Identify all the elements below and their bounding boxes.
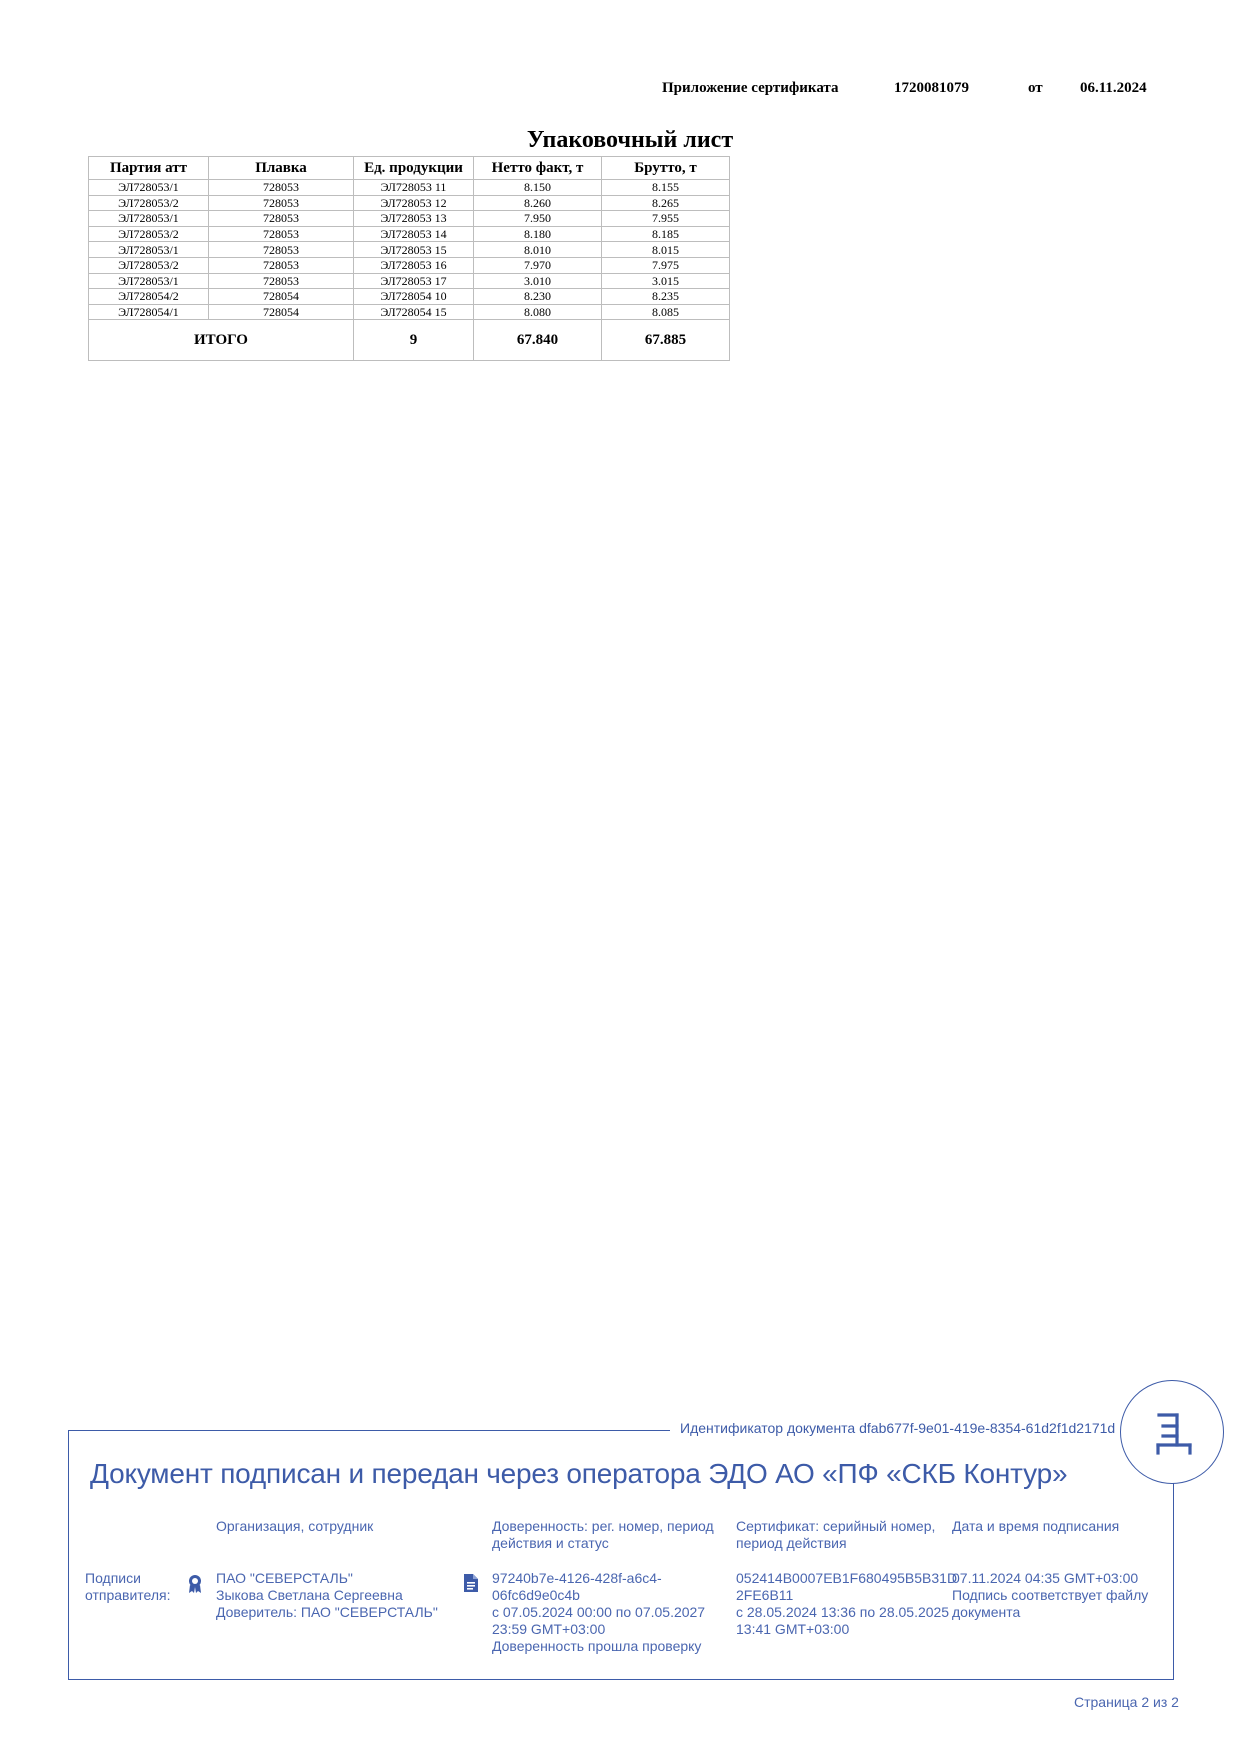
header-power-of-attorney xyxy=(492,1518,722,1552)
table-row xyxy=(89,273,730,289)
table-cell: 8.265 xyxy=(602,195,730,211)
table-row xyxy=(89,257,730,273)
table-cell: ЭЛ728053 12 xyxy=(354,195,474,211)
table-cell: 728053 xyxy=(209,226,354,242)
table-cell: 728054 xyxy=(209,289,354,305)
table-cell: 728053 xyxy=(209,180,354,196)
label-line: отправителя: xyxy=(85,1587,171,1603)
table-cell: ЭЛ728053/2 xyxy=(89,226,209,242)
table-cell: 728053 xyxy=(209,211,354,227)
stamp-title: Документ подписан и передан через оператора ЭДО АО «ПФ «СКБ Контур» xyxy=(90,1458,1068,1489)
date-line: Подпись соответствует файлу xyxy=(952,1587,1149,1603)
table-cell: ЭЛ728053 17 xyxy=(354,273,474,289)
table-cell: ЭЛ728054 15 xyxy=(354,304,474,320)
table-cell: 728053 xyxy=(209,242,354,258)
page-number: Страница 2 из 2 xyxy=(1074,1694,1179,1710)
poa-line: 23:59 GMT+03:00 xyxy=(492,1621,606,1637)
stamp-top-border xyxy=(68,1430,670,1431)
header-line: период действия xyxy=(736,1535,847,1551)
sender-label xyxy=(85,1570,171,1604)
header-line: Сертификат: серийный номер, xyxy=(736,1518,936,1534)
signer-name: Зыкова Светлана Сергеевна xyxy=(216,1587,403,1603)
column-header: Плавка xyxy=(209,157,354,180)
table-cell: 8.010 xyxy=(474,242,602,258)
table-cell: 7.955 xyxy=(602,211,730,227)
document-identifier: Идентификатор документа dfab677f-9e01-419e-8354-61d2f1d2171d xyxy=(680,1420,1116,1436)
org-name: ПАО "СЕВЕРСТАЛЬ" xyxy=(216,1570,353,1586)
table-cell: 8.230 xyxy=(474,289,602,305)
table-cell: ЭЛ728053/2 xyxy=(89,257,209,273)
kontur-logo xyxy=(1120,1380,1224,1484)
document-icon xyxy=(464,1574,478,1592)
table-cell: 7.970 xyxy=(474,257,602,273)
table-cell: 8.155 xyxy=(602,180,730,196)
table-row xyxy=(89,242,730,258)
table-cell: 8.085 xyxy=(602,304,730,320)
total-label: ИТОГО xyxy=(89,320,354,361)
cert-line: 13:41 GMT+03:00 xyxy=(736,1621,850,1637)
cert-line: 2FE6B11 xyxy=(736,1587,794,1603)
certificate-header xyxy=(0,80,1241,100)
total-count: 9 xyxy=(354,320,474,361)
principal: Доверитель: ПАО "СЕВЕРСТАЛЬ" xyxy=(216,1604,438,1620)
table-cell: ЭЛ728054/1 xyxy=(89,304,209,320)
total-row xyxy=(89,320,730,361)
table-row xyxy=(89,304,730,320)
table-cell: 728054 xyxy=(209,304,354,320)
table-cell: ЭЛ728054 10 xyxy=(354,289,474,305)
table-cell: ЭЛ728053/1 xyxy=(89,180,209,196)
label-line: Подписи xyxy=(85,1570,141,1586)
table-cell: ЭЛ728054/2 xyxy=(89,289,209,305)
cert-line: с 28.05.2024 13:36 по 28.05.2025 xyxy=(736,1604,950,1620)
table-cell: 8.185 xyxy=(602,226,730,242)
total-brutto: 67.885 xyxy=(602,320,730,361)
certificate-cell xyxy=(736,1570,957,1638)
date-line: 07.11.2024 04:35 GMT+03:00 xyxy=(952,1570,1139,1586)
table-cell: 8.015 xyxy=(602,242,730,258)
table-cell: ЭЛ728053 16 xyxy=(354,257,474,273)
table-cell: ЭЛ728053 14 xyxy=(354,226,474,242)
header-line: Доверенность: рег. номер, период xyxy=(492,1518,714,1534)
table-row xyxy=(89,289,730,305)
organization-cell xyxy=(216,1570,438,1621)
table-cell: 8.080 xyxy=(474,304,602,320)
certificate-date: 06.11.2024 xyxy=(1080,80,1147,96)
poa-status: Доверенность прошла проверку xyxy=(492,1638,702,1654)
header-line: действия и статус xyxy=(492,1535,609,1551)
table-row xyxy=(89,195,730,211)
date-line: документа xyxy=(952,1604,1021,1620)
column-header: Партия атт xyxy=(89,157,209,180)
table-cell: ЭЛ728053 15 xyxy=(354,242,474,258)
seal-icon xyxy=(186,1574,204,1594)
cert-line: 052414B0007EB1F680495B5B31D xyxy=(736,1570,958,1586)
certificate-label: Приложение сертификата xyxy=(662,80,839,96)
certificate-number: 1720081079 xyxy=(894,80,969,96)
table-cell: 8.180 xyxy=(474,226,602,242)
table-cell: 728053 xyxy=(209,257,354,273)
header-signing-date: Дата и время подписания xyxy=(952,1518,1120,1534)
column-header: Нетто факт, т xyxy=(474,157,602,180)
table-cell: 8.150 xyxy=(474,180,602,196)
table-cell: ЭЛ728053/1 xyxy=(89,273,209,289)
table-cell: 728053 xyxy=(209,195,354,211)
certificate-from: от xyxy=(1028,80,1043,96)
table-cell: 8.235 xyxy=(602,289,730,305)
table-cell: 7.975 xyxy=(602,257,730,273)
poa-line: 06fc6d9e0c4b xyxy=(492,1587,580,1603)
kontur-logo-icon xyxy=(1155,1411,1193,1455)
table-cell: ЭЛ728053/1 xyxy=(89,242,209,258)
table-cell: 7.950 xyxy=(474,211,602,227)
table-row xyxy=(89,211,730,227)
table-row xyxy=(89,226,730,242)
table-cell: ЭЛ728053 11 xyxy=(354,180,474,196)
page-title: Упаковочный лист xyxy=(526,127,734,153)
packing-table xyxy=(88,156,730,361)
column-header: Ед. продукции xyxy=(354,157,474,180)
column-header: Брутто, т xyxy=(602,157,730,180)
table-header-row xyxy=(89,157,730,180)
header-organization: Организация, сотрудник xyxy=(216,1518,374,1534)
table-cell: 3.015 xyxy=(602,273,730,289)
header-certificate xyxy=(736,1518,946,1552)
poa-line: с 07.05.2024 00:00 по 07.05.2027 xyxy=(492,1604,706,1620)
table-cell: 3.010 xyxy=(474,273,602,289)
poa-line: 97240b7e-4126-428f-a6c4- xyxy=(492,1570,662,1586)
table-cell: ЭЛ728053 13 xyxy=(354,211,474,227)
total-netto: 67.840 xyxy=(474,320,602,361)
table-cell: ЭЛ728053/2 xyxy=(89,195,209,211)
table-row xyxy=(89,180,730,196)
signing-date-cell xyxy=(952,1570,1148,1621)
table-cell: 728053 xyxy=(209,273,354,289)
power-of-attorney-cell xyxy=(492,1570,705,1655)
table-cell: 8.260 xyxy=(474,195,602,211)
table-cell: ЭЛ728053/1 xyxy=(89,211,209,227)
